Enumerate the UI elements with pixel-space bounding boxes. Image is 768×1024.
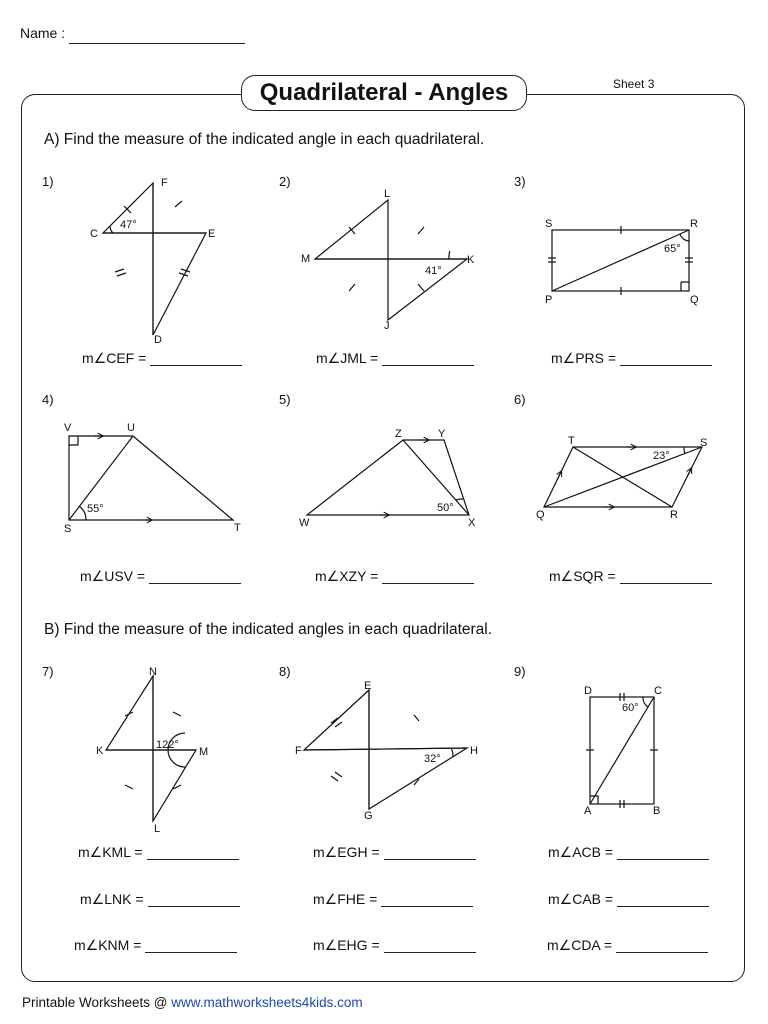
answer-blank[interactable] [147, 845, 239, 860]
answer-label: m∠EHG = [313, 937, 380, 953]
vertex-label: K [467, 254, 475, 266]
vertex-label: Q [536, 509, 545, 521]
answer-blank[interactable] [382, 351, 474, 366]
answer-row[interactable] [78, 844, 239, 861]
sheet-number: Sheet 3 [613, 77, 655, 91]
answer-label: m∠USV = [80, 568, 146, 584]
figure-angle: 60° [622, 702, 639, 714]
vertex-label: L [154, 823, 161, 835]
vertex-label: C [90, 228, 98, 240]
problem-number: 4) [42, 392, 54, 407]
vertex-label: F [295, 745, 302, 757]
problem-number: 9) [514, 664, 526, 679]
problem-number: 7) [42, 664, 54, 679]
figure-angle: 23° [653, 450, 670, 462]
answer-label: m∠ACB = [548, 844, 614, 860]
problem-number: 1) [42, 174, 54, 189]
answer-row[interactable] [313, 844, 476, 861]
answer-row[interactable] [548, 891, 709, 908]
figure-8-kite [304, 690, 467, 809]
vertex-label: M [199, 746, 209, 758]
worksheet-title: Quadrilateral - Angles [241, 75, 527, 111]
answer-blank[interactable] [620, 569, 712, 584]
answer-blank[interactable] [617, 892, 709, 907]
figure-7-rhombus [106, 676, 196, 821]
answer-row[interactable] [549, 568, 712, 585]
vertex-label: P [545, 294, 553, 306]
vertex-label: A [584, 805, 592, 817]
problem-number: 3) [514, 174, 526, 189]
vertex-label: R [690, 218, 698, 230]
answer-label: m∠FHE = [313, 891, 378, 907]
vertex-label: W [299, 517, 310, 529]
vertex-label: C [654, 685, 662, 697]
answer-label: m∠CDA = [547, 937, 613, 953]
answer-blank[interactable] [384, 938, 476, 953]
answer-row[interactable] [316, 350, 474, 367]
vertex-label: U [127, 422, 135, 434]
vertex-label: S [700, 437, 708, 449]
answer-blank[interactable] [381, 892, 473, 907]
vertex-label: K [96, 745, 104, 757]
vertex-label: D [154, 334, 162, 346]
answer-label: m∠CAB = [548, 891, 614, 907]
figure-angle: 122° [156, 739, 179, 751]
answer-blank[interactable] [149, 569, 241, 584]
vertex-labels [64, 177, 707, 835]
figure-1-kite [103, 183, 206, 335]
answer-row[interactable] [315, 568, 474, 585]
vertex-label: T [568, 435, 575, 447]
answer-label: m∠KML = [78, 844, 143, 860]
vertex-label: X [468, 517, 476, 529]
answer-label: m∠EGH = [313, 844, 380, 860]
footer [22, 995, 363, 1010]
answer-blank[interactable] [150, 351, 242, 366]
figure-angle: 41° [425, 265, 442, 277]
vertex-label: R [670, 509, 678, 521]
section-a-instruction: A) Find the measure of the indicated angle in each quadrilateral. [44, 131, 485, 148]
vertex-label: D [584, 685, 592, 697]
vertex-label: H [470, 745, 478, 757]
figure-3-rectangle [548, 226, 693, 295]
answer-label: m∠JML = [316, 350, 379, 366]
footer-link[interactable]: www.mathworksheets4kids.com [171, 995, 363, 1010]
name-label: Name : [20, 25, 66, 41]
answer-row[interactable] [551, 350, 712, 367]
vertex-label: B [653, 805, 661, 817]
answer-label: m∠XZY = [315, 568, 379, 584]
vertex-label: S [545, 218, 553, 230]
vertex-label: V [64, 422, 72, 434]
figure-angle: 50° [437, 502, 454, 514]
problem-number: 8) [279, 664, 291, 679]
answer-row[interactable] [80, 568, 241, 585]
answer-blank[interactable] [145, 938, 237, 953]
vertex-label: N [149, 666, 157, 678]
section-b-instruction: B) Find the measure of the indicated angles in each quadrilateral. [44, 621, 493, 638]
vertex-label: J [384, 320, 390, 332]
answer-blank[interactable] [384, 845, 476, 860]
answer-row[interactable] [313, 937, 476, 954]
vertex-label: Y [438, 428, 446, 440]
answer-blank[interactable] [148, 892, 240, 907]
answer-row[interactable] [547, 937, 708, 954]
footer-prefix: Printable Worksheets @ [22, 995, 172, 1010]
figure-angle: 32° [424, 753, 441, 765]
vertex-label: S [64, 523, 72, 535]
vertex-label: L [384, 188, 391, 200]
answer-row[interactable] [80, 891, 240, 908]
problem-number: 5) [279, 392, 291, 407]
answer-label: m∠LNK = [80, 891, 144, 907]
vertex-label: M [301, 253, 311, 265]
vertex-label: E [208, 228, 216, 240]
vertex-label: Q [690, 294, 699, 306]
figure-2-rhombus [315, 200, 467, 320]
vertex-label: T [234, 522, 241, 534]
answer-blank[interactable] [616, 938, 708, 953]
answer-blank[interactable] [617, 845, 709, 860]
vertex-label: Z [395, 428, 402, 440]
answer-label: m∠SQR = [549, 568, 616, 584]
problem-number: 2) [279, 174, 291, 189]
answer-row[interactable] [313, 891, 473, 908]
figure-angle: 65° [664, 243, 681, 255]
answer-label: m∠KNM = [74, 937, 142, 953]
figure-angle: 47° [120, 219, 137, 231]
problem-number: 6) [514, 392, 526, 407]
answer-label: m∠CEF = [82, 350, 147, 366]
answer-label: m∠PRS = [551, 350, 617, 366]
figure-6-parallelogram [544, 447, 702, 507]
answer-blank[interactable] [382, 569, 474, 584]
vertex-label: F [161, 177, 168, 189]
answer-row[interactable] [82, 350, 242, 367]
answer-blank[interactable] [620, 351, 712, 366]
answer-row[interactable] [548, 844, 709, 861]
answer-row[interactable] [74, 937, 237, 954]
vertex-label: G [364, 810, 373, 822]
vertex-label: E [364, 680, 372, 692]
figure-angle: 55° [87, 503, 104, 515]
